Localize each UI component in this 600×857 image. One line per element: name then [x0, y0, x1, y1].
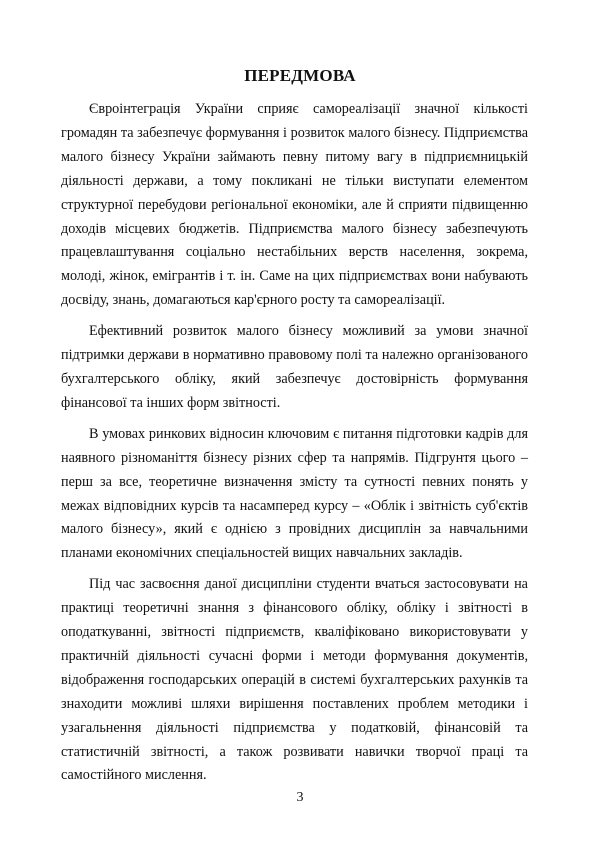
- paragraph-4: Під час засвоєння даної дисципліни студенти вчаться застосовувати на практиці теоретичні знання з фінансового обліку, обліку і звітності в оподаткуванні, звітності підприємств, кваліфіковано використовувати у практичній діяльності сучасні форми і методи формування документів, відображення господарських операцій в системі бухгалтерських рахунків та знаходити можливі шляхи вирішення поставлених проблем методики і узагальнення діяльності підприємства у податковій, фінансовій та статистичній звітності, а також розвивати навички творчої праці та самостійного мислення.: [61, 576, 528, 784]
- page-title: ПЕРЕДМОВА: [244, 66, 356, 85]
- paragraph-3: В умовах ринкових відносин ключовим є питання підготовки кадрів для наявного різноманіття бізнесу різних сфер та напрямів. Підгрунтя цього – перш за все, теоретичне визначення змісту та сутності певних понять у межах відповідних курсів та насамперед курсу – «Облік і звітність суб'єктів малого бізнесу», який є однією з провідних дисциплін за навчальними планами економічних спеціальностей вищих навчальних закладів.: [61, 425, 528, 562]
- paragraph-1: Євроінтеграція України сприяє самореалізації значної кількості громадян та забезпечує формування і розвиток малого бізнесу. Підприємства малого бізнесу України займають певну питому вагу в підприємницькій діяльності держави, а тому покликані не тільки виступати елементом структурної перебудови регіональної економіки, але й сприяти підвищенню доходів місцевих бюджетів. Підприємства малого бізнесу забезпечують працевлаштування соціально нестабільних верств населення, зокрема, молоді, жінок, емігрантів і т. ін. Саме на цих підприємствах вони набувають досвіду, знань, домагаються кар'єрного росту та самореалізації.: [61, 101, 528, 309]
- paragraph-2: Ефективний розвиток малого бізнесу можливий за умови значної підтримки держави в нормативно правовому полі та належно організованого бухгалтерського обліку, який забезпечує достовірність формування фінансової та інших форм звітності.: [61, 323, 528, 411]
- body-text: [61, 98, 528, 795]
- page-number: 3: [296, 790, 304, 805]
